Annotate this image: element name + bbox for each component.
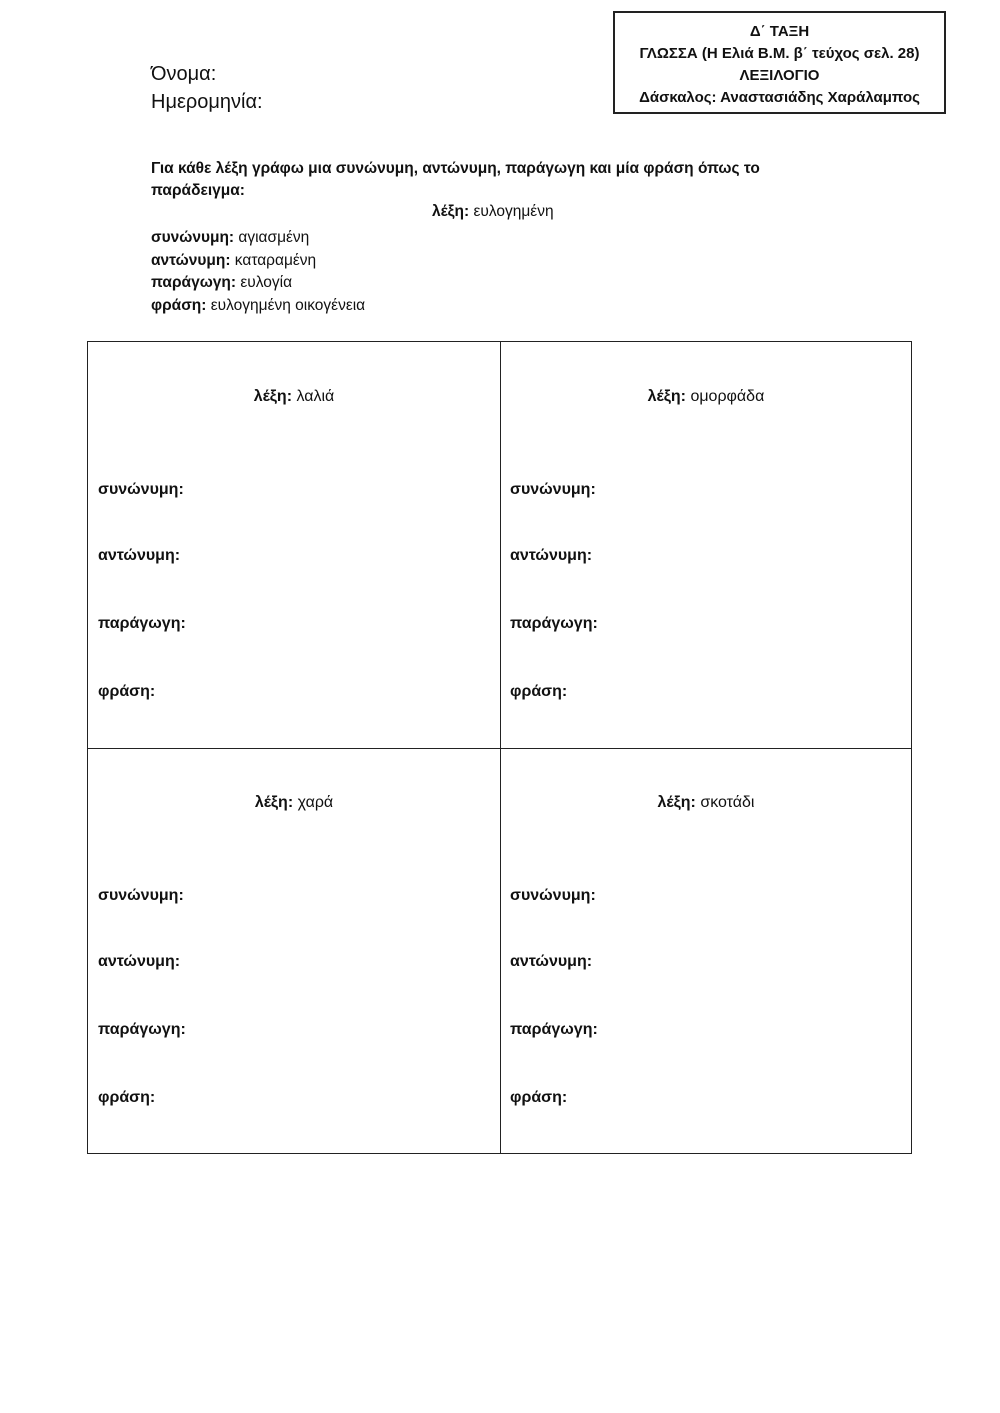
cell-word [500, 388, 912, 406]
derivative-field[interactable]: παράγωγη: [510, 1021, 598, 1038]
class-title: Δ΄ ΤΑΞΗ [749, 23, 810, 40]
date-label[interactable]: Ημερομηνία: [151, 91, 263, 113]
cell-word-label: λέξη: [657, 794, 696, 811]
exercise-grid [87, 341, 912, 1154]
student-info [151, 60, 263, 116]
synonym-field[interactable]: συνώνυμη: [510, 481, 596, 498]
derivative-field[interactable]: παράγωγη: [98, 615, 186, 632]
exercise-cell-3 [88, 748, 500, 1154]
example-derivative [151, 272, 365, 295]
exercise-cell-4 [500, 748, 912, 1154]
example-antonym-value: καταραμένη [234, 251, 317, 269]
phrase-field[interactable]: φράση: [98, 683, 156, 700]
teacher-name: Δάσκαλος: Αναστασιάδης Χαράλαμπος [639, 89, 920, 106]
derivative-field[interactable]: παράγωγη: [510, 615, 598, 632]
cell-word [88, 388, 500, 406]
cell-word-label: λέξη: [253, 388, 293, 405]
cell-word-label: λέξη: [254, 794, 294, 811]
example-derivative-label: παράγωγη: [151, 274, 237, 291]
phrase-field[interactable]: φράση: [510, 1089, 568, 1106]
example-word-line [432, 203, 554, 221]
topic-title: ΛΕΞΙΛΟΓΙΟ [739, 67, 820, 84]
example-synonym-label: συνώνυμη: [151, 229, 235, 246]
example-phrase [151, 295, 365, 318]
example-word-label: λέξη: [432, 203, 470, 220]
phrase-field[interactable]: φράση: [510, 683, 568, 700]
cell-word-value: λαλιά [296, 388, 335, 405]
derivative-field[interactable]: παράγωγη: [98, 1021, 186, 1038]
cell-word-value: ομορφάδα [690, 388, 765, 405]
antonym-field[interactable]: αντώνυμη: [98, 953, 181, 970]
example-synonym [151, 227, 365, 250]
antonym-field[interactable]: αντώνυμη: [510, 953, 593, 970]
antonym-field[interactable]: αντώνυμη: [98, 547, 181, 564]
cell-word [88, 794, 500, 812]
exercise-cell-2 [500, 342, 912, 748]
cell-word [500, 794, 912, 812]
example-antonym [151, 250, 365, 273]
example-word-value: ευλογημένη [473, 203, 554, 220]
subject-title: ΓΛΩΣΣΑ (Η Ελιά Β.Μ. β΄ τεύχος σελ. 28) [639, 45, 920, 62]
example-synonym-value: αγιασμένη [238, 229, 310, 246]
example-list [151, 227, 365, 317]
example-antonym-label: αντώνυμη: [151, 251, 231, 269]
synonym-field[interactable]: συνώνυμη: [98, 887, 184, 904]
synonym-field[interactable]: συνώνυμη: [510, 887, 596, 904]
antonym-field[interactable]: αντώνυμη: [510, 547, 593, 564]
exercise-cell-1 [88, 342, 500, 748]
phrase-field[interactable]: φράση: [98, 1089, 156, 1106]
example-derivative-value: ευλογία [240, 274, 293, 291]
cell-word-label: λέξη: [647, 388, 686, 405]
name-label[interactable]: Όνομα: [151, 63, 217, 85]
example-phrase-value: ευλογημένη οικογένεια [210, 296, 366, 314]
cell-word-value: χαρά [297, 794, 334, 811]
instructions: Για κάθε λέξη γράφω μια συνώνυμη, αντώνυμη, παράγωγη και μία φράση όπως το παράδειγμα: [151, 160, 760, 199]
example-phrase-label: φράση: [151, 296, 207, 314]
header-box [613, 11, 946, 114]
cell-word-value: σκοτάδι [700, 794, 755, 811]
synonym-field[interactable]: συνώνυμη: [98, 481, 184, 498]
